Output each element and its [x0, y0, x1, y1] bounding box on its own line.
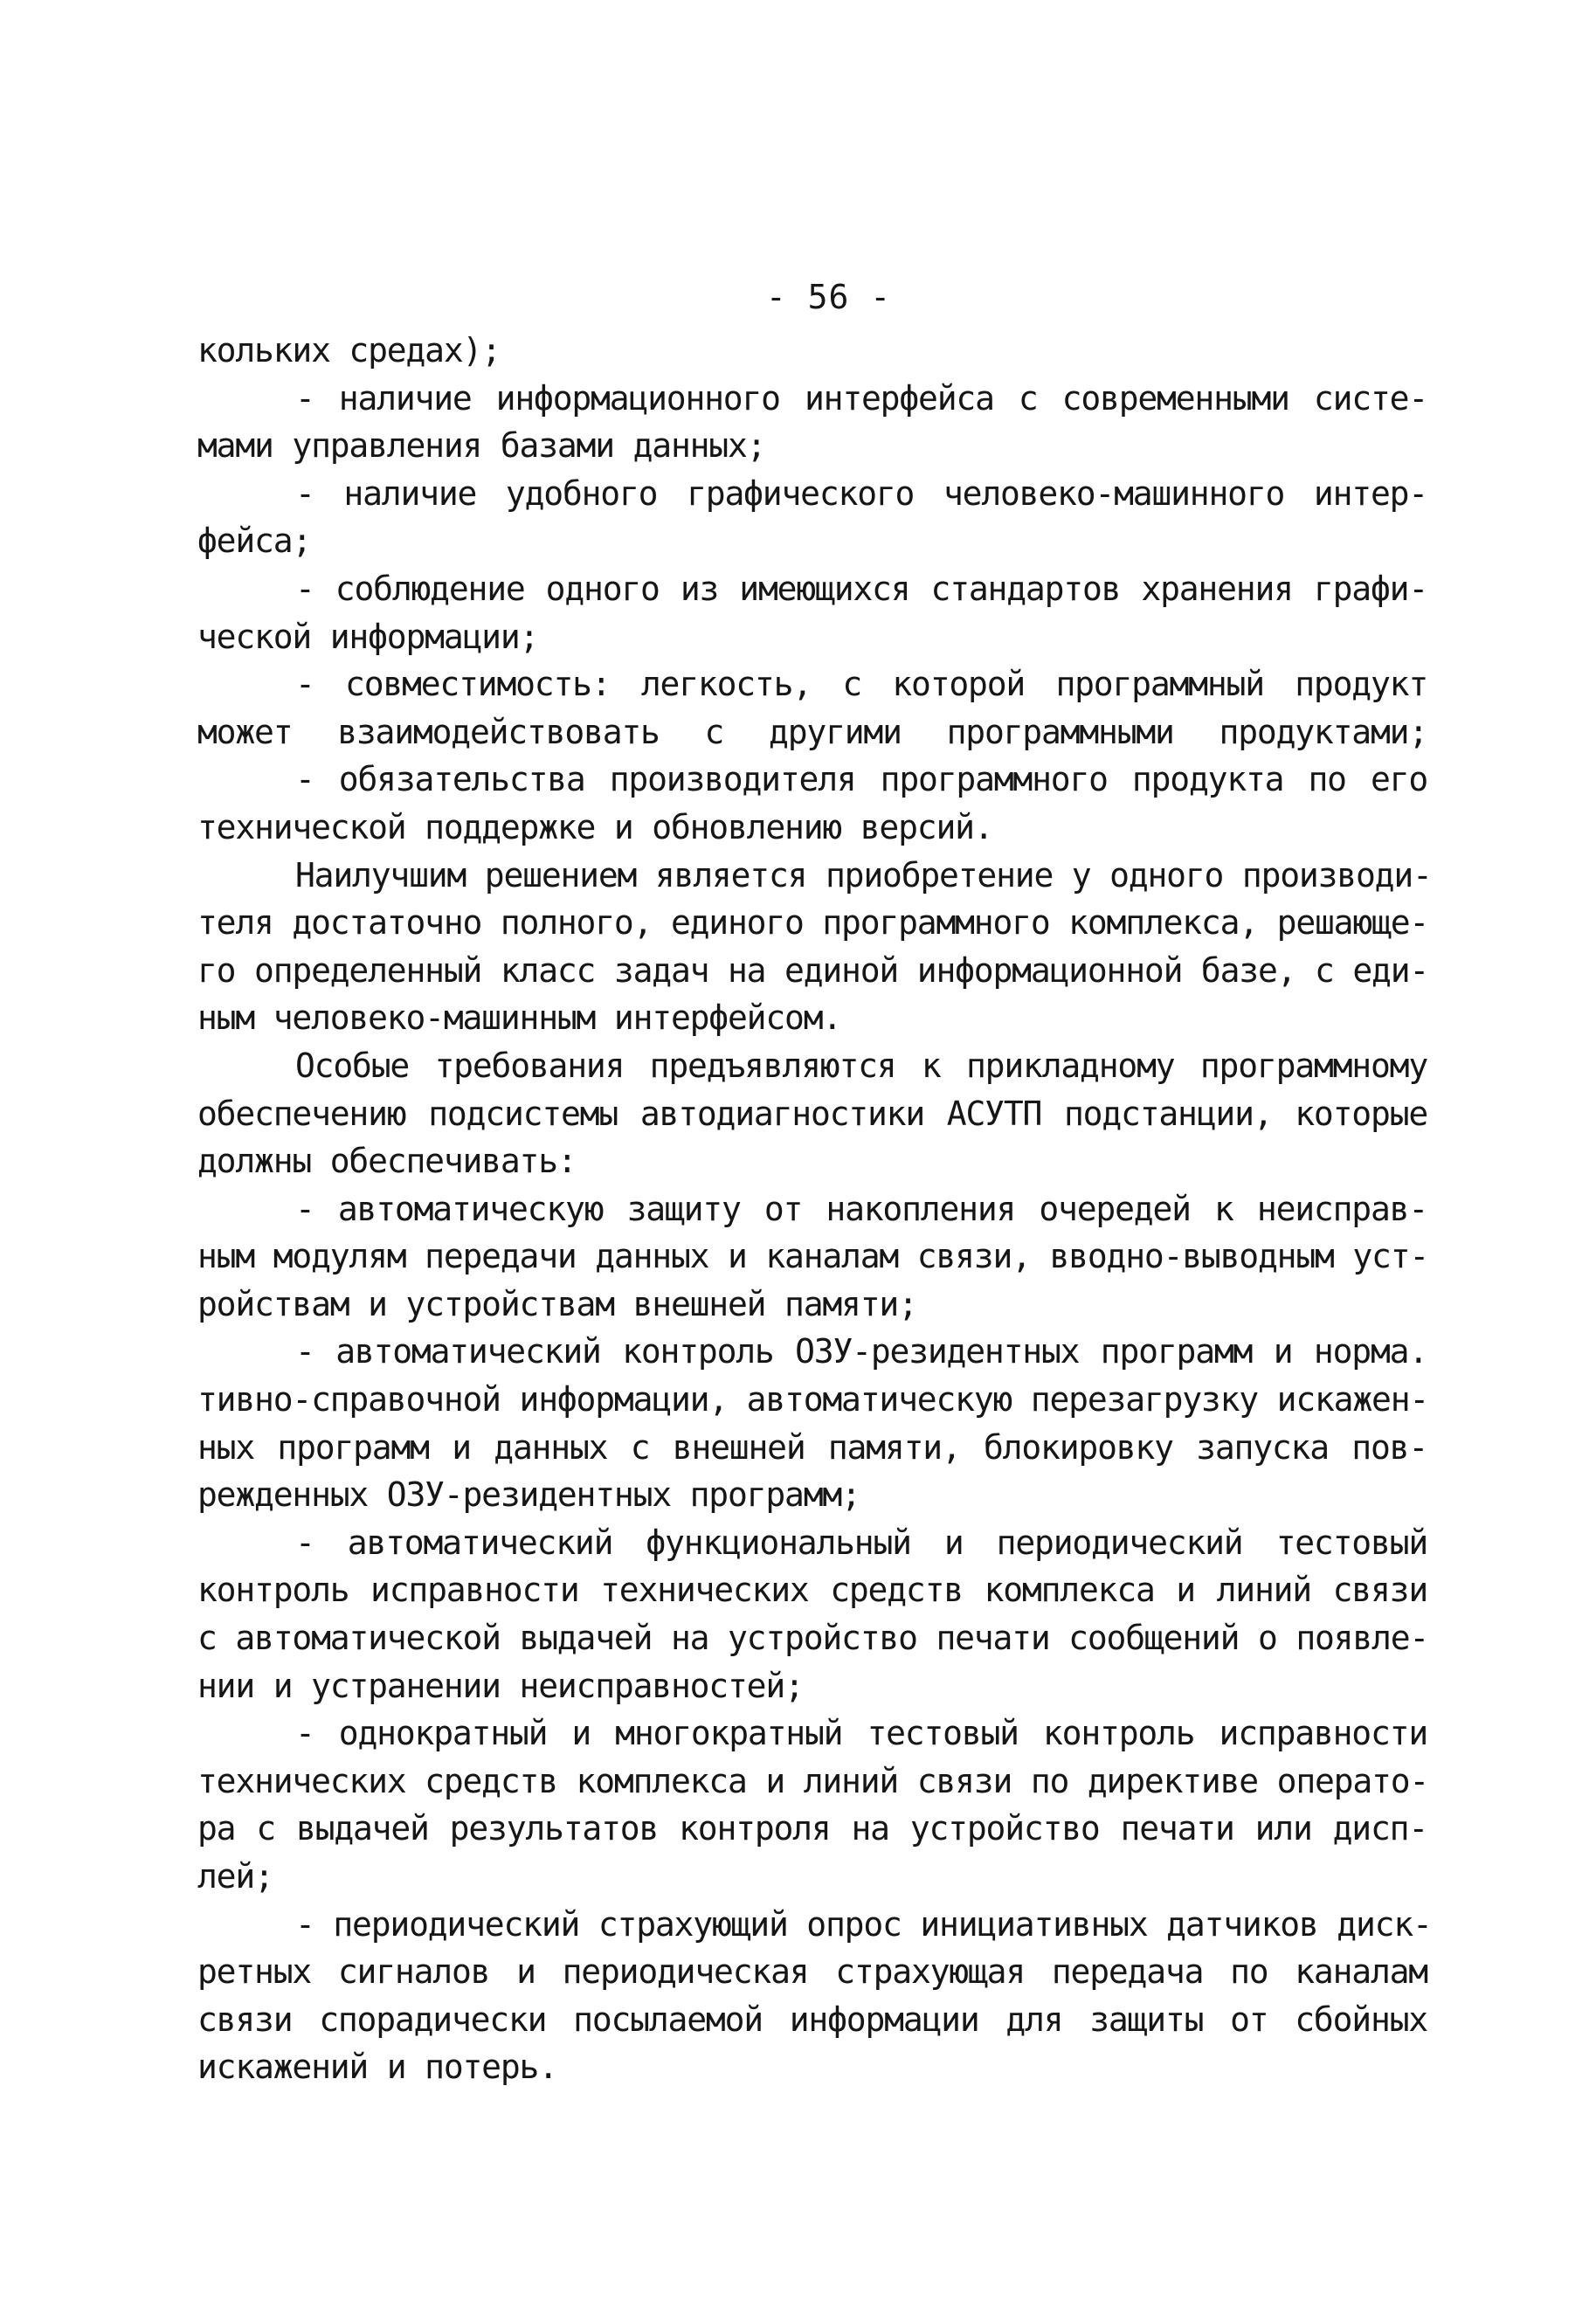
text-line: контроль исправности технических средств комплекса и линий связи	[197, 1571, 1427, 1610]
text-line: ра с выдачей результатов контроля на устройство печати или дисп-	[197, 1809, 1427, 1848]
text-line: ных программ и данных с внешней памяти, блокировку запуска пов-	[197, 1427, 1427, 1467]
text-line: может взаимодействовать с другими программными продуктами;	[197, 712, 1427, 751]
text-line: должны обеспечивать:	[197, 1142, 577, 1181]
text-line: - автоматический контроль ОЗУ-резидентных программ и норма.	[295, 1332, 1427, 1371]
text-line: тивно-справочной информации, автоматическую перезагрузку искажен-	[197, 1380, 1429, 1419]
text-line: фейса;	[197, 521, 312, 561]
text-line: искажений и потерь.	[197, 2048, 557, 2087]
text-line: мами управления базами данных;	[197, 426, 766, 466]
text-line: - соблюдение одного из имеющихся стандартов хранения графи-	[295, 569, 1427, 608]
text-line: теля достаточно полного, единого программного комплекса, решающе-	[197, 903, 1429, 943]
text-line: технической поддержке и обновлению версий.	[197, 807, 993, 846]
text-line: ретных сигналов и периодическая страхующая передача по каналам	[197, 1952, 1427, 1992]
text-line: - однократный и многократный тестовый контроль исправности	[295, 1714, 1427, 1753]
text-line: ным человеко-машинным интерфейсом.	[197, 998, 842, 1038]
text-line: Наилучшим решением является приобретение у одного производи-	[295, 855, 1432, 894]
text-line: технических средств комплекса и линий связи по директиве операто-	[197, 1761, 1429, 1800]
text-line: обеспечению подсистемы автодиагностики АСУТП подстанции, которые	[197, 1094, 1427, 1133]
text-line: кольких средах);	[197, 331, 501, 370]
text-line: - совместимость: легкость, с которой программный продукт	[295, 665, 1427, 704]
text-line: ческой информации;	[197, 617, 539, 656]
text-line: лей;	[197, 1857, 273, 1896]
text-line: - обязательства производителя программного продукта по его	[295, 760, 1427, 799]
text-line: режденных ОЗУ-резидентных программ;	[197, 1475, 860, 1515]
text-line: с автоматической выдачей на устройство печати сообщений о появле-	[197, 1619, 1429, 1658]
text-line: ройствам и устройствам внешней памяти;	[197, 1284, 917, 1323]
text-line: связи спорадически посылаемой информации для защиты от сбойных	[197, 2000, 1427, 2039]
text-line: - наличие информационного интерфейса с современными систе-	[295, 378, 1427, 418]
text-line: Особые требования предъявляются к прикладному программному	[295, 1046, 1427, 1085]
text-line: - автоматический функциональный и периодический тестовый	[295, 1523, 1427, 1562]
text-line: го определенный класс задач на единой информационной базе, с еди-	[197, 950, 1429, 990]
text-line: - периодический страхующий опрос инициативных датчиков диск-	[295, 1904, 1432, 1944]
text-line: ным модулям передачи данных и каналам связи, вводно-выводным уст-	[197, 1237, 1429, 1276]
text-line: нии и устранении неисправностей;	[197, 1666, 804, 1705]
body-text	[197, 327, 1432, 2091]
text-line: - наличие удобного графического человеко-машинного интер-	[295, 473, 1427, 513]
text-line: - автоматическую защиту от накопления очередей к неисправ-	[295, 1189, 1427, 1228]
page-number: - 56 -	[765, 278, 892, 316]
